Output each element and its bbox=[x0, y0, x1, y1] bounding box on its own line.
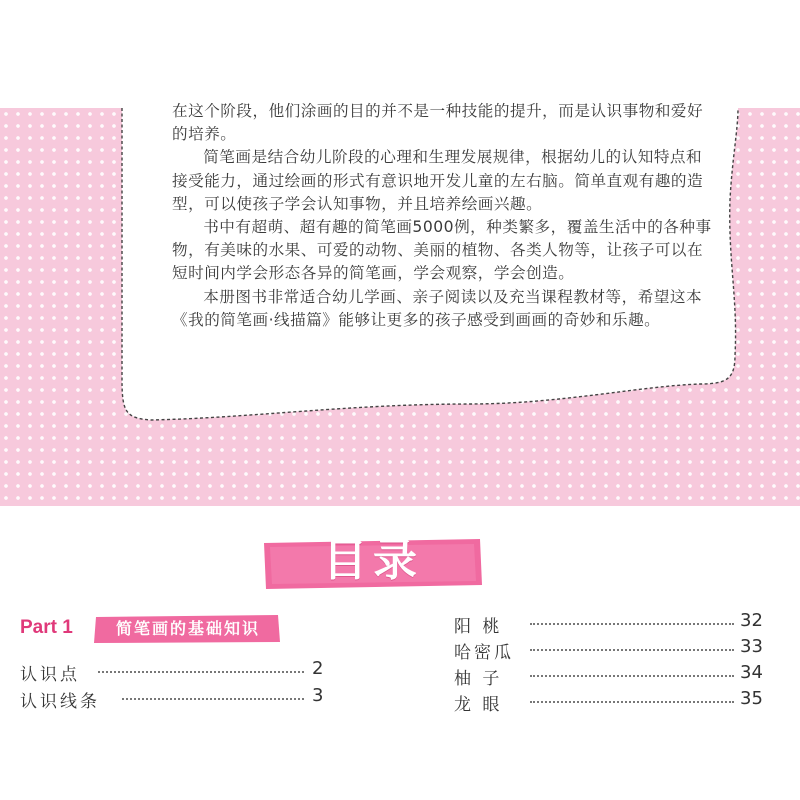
toc-entry-title: 柚 子 bbox=[454, 669, 503, 689]
preface-paragraph: 书中有超萌、超有趣的简笔画5000例，种类繁多，覆盖生活中的各种事物，有美味的水果、可爱的动物、美丽的植物、各类人物等，让孩子可以在短时间内学会形态各异的简笔画，学会观察，学会创造。 bbox=[172, 218, 712, 283]
toc-leader-dots bbox=[530, 623, 734, 625]
toc-entry[interactable] bbox=[454, 688, 774, 715]
toc-entry[interactable] bbox=[20, 658, 330, 685]
preface-paragraph: 简笔画是结合幼儿阶段的心理和生理发展规律，根据幼儿的认知特点和接受能力，通过绘画的形式有意识地开发儿童的左右脑。简单直观有趣的造型，可以使孩子学会认知事物，并且培养绘画兴趣。 bbox=[172, 148, 704, 213]
preface-paragraph: 本册图书非常适合幼儿学画、亲子阅读以及充当课程教材等，希望这本《我的简笔画·线描篇》能够让更多的孩子感受到画画的奇妙和乐趣。 bbox=[172, 287, 703, 329]
toc-leader-dots bbox=[530, 701, 734, 703]
toc-entry-page: 32 bbox=[740, 610, 763, 631]
toc-entry-title: 阳 桃 bbox=[454, 617, 503, 637]
toc-entry-title: 龙 眼 bbox=[454, 695, 503, 715]
toc-entry[interactable] bbox=[454, 662, 774, 689]
toc-entry-title: 哈密瓜 bbox=[454, 643, 514, 663]
toc-entry[interactable] bbox=[20, 685, 330, 712]
toc-entry-title: 认识点 bbox=[20, 665, 80, 685]
toc-entry-page: 35 bbox=[740, 688, 763, 709]
preface-paragraph: 在这个阶段，他们涂画的目的并不是一种技能的提升，而是认识事物和爱好的培养。 bbox=[172, 102, 704, 144]
toc-entry[interactable] bbox=[454, 610, 774, 637]
toc-leader-dots bbox=[530, 649, 734, 651]
part-title: 简笔画的基础知识 bbox=[115, 619, 260, 638]
toc-entry-page: 2 bbox=[312, 658, 324, 679]
toc-title: 目录 bbox=[323, 535, 423, 586]
toc-entry[interactable] bbox=[454, 636, 774, 663]
toc-entry-page: 3 bbox=[312, 685, 324, 706]
part-label: Part 1 bbox=[20, 617, 73, 638]
preface-text bbox=[172, 100, 712, 332]
toc-leader-dots bbox=[98, 671, 304, 673]
toc-entry-page: 33 bbox=[740, 636, 763, 657]
toc-entry-page: 34 bbox=[740, 662, 763, 683]
toc-entry-title: 认识线条 bbox=[20, 692, 100, 712]
toc-leader-dots bbox=[530, 675, 734, 677]
toc-leader-dots bbox=[122, 698, 304, 700]
